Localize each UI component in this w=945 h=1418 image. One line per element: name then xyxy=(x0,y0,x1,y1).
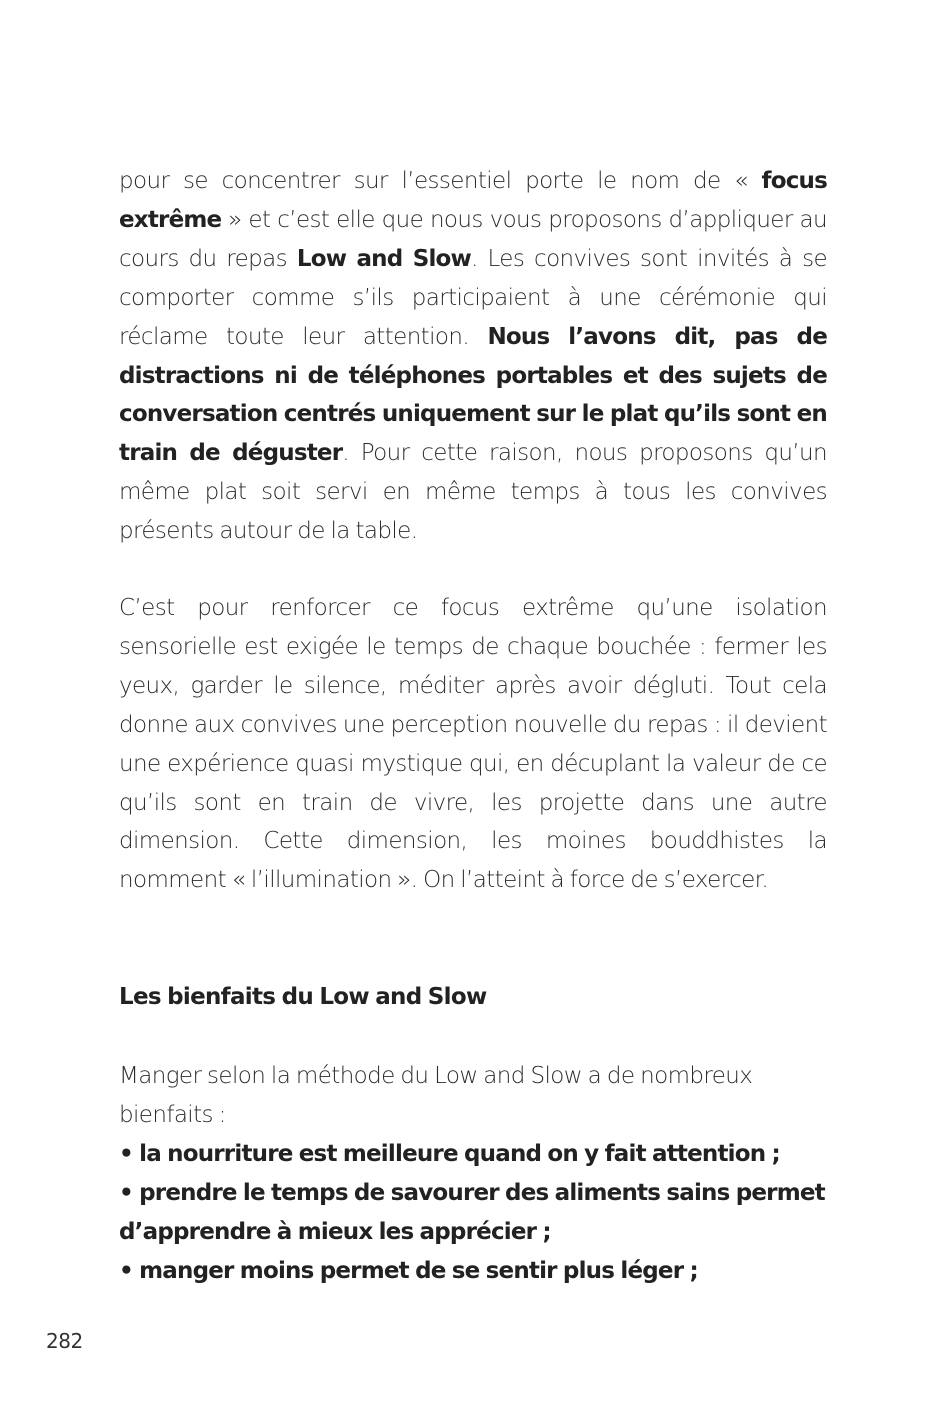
list-item: • manger moins permet de se sentir plus léger ; xyxy=(119,1257,698,1284)
list-item: • la nourriture est meilleure quand on y fait attention ; xyxy=(119,1140,780,1167)
text-run: pour se concentrer sur l’essentiel porte le nom de « xyxy=(119,168,762,194)
bold-term-focus-extreme: focus extrême xyxy=(119,168,827,233)
paragraph-text: C’est pour renforcer ce focus extrême qu’une isolation sensorielle est exigée le temps de chaque bouchée : fermer les yeux, garder le silence, méditer après avoir dégluti. Tout cela donne aux convives une perception nouvelle du repas : il devient une expérience quasi mystique qui, en décuplant la valeur de ce qu’ils sont en train de vivre, les projette dans une autre dimension. Cette dimension, les moines bouddhistes la nomment « l’illumination ». On l’atteint à force de s’exercer. xyxy=(119,595,827,894)
benefits-list xyxy=(119,1135,827,1291)
section-heading: Les bienfaits du Low and Slow xyxy=(119,984,487,1010)
text-run: . Pour cette raison, nous proposons qu’un même plat soit servi en même temps à tous les convives présents autour de la table. xyxy=(119,440,827,545)
paragraph-benefits xyxy=(119,1057,827,1290)
text-run: . Les convives sont invités à se comporter comme s’ils participaient à une cérémonie qui réclame toute leur attention. xyxy=(119,245,828,350)
paragraph-sensory-isolation xyxy=(119,589,827,900)
bold-phrase-no-distractions: Nous l’avons dit, pas de distractions ni de téléphones portables et des sujets de conversation centrés uniquement sur le plat qu’ils sont en train de déguster xyxy=(119,323,827,467)
bold-term-low-and-slow: Low and Slow xyxy=(296,245,471,272)
benefits-intro: Manger selon la méthode du Low and Slow a de nombreux bienfaits : xyxy=(119,1063,753,1128)
text-run: » et c’est elle que nous vous proposons d’appliquer au cours du repas xyxy=(119,206,827,272)
page-number: 282 xyxy=(46,1329,83,1353)
list-item: • prendre le temps de savourer des aliments sains permet d’apprendre à mieux les apprécier ; xyxy=(119,1179,825,1245)
paragraph-focus-extreme xyxy=(119,162,827,551)
